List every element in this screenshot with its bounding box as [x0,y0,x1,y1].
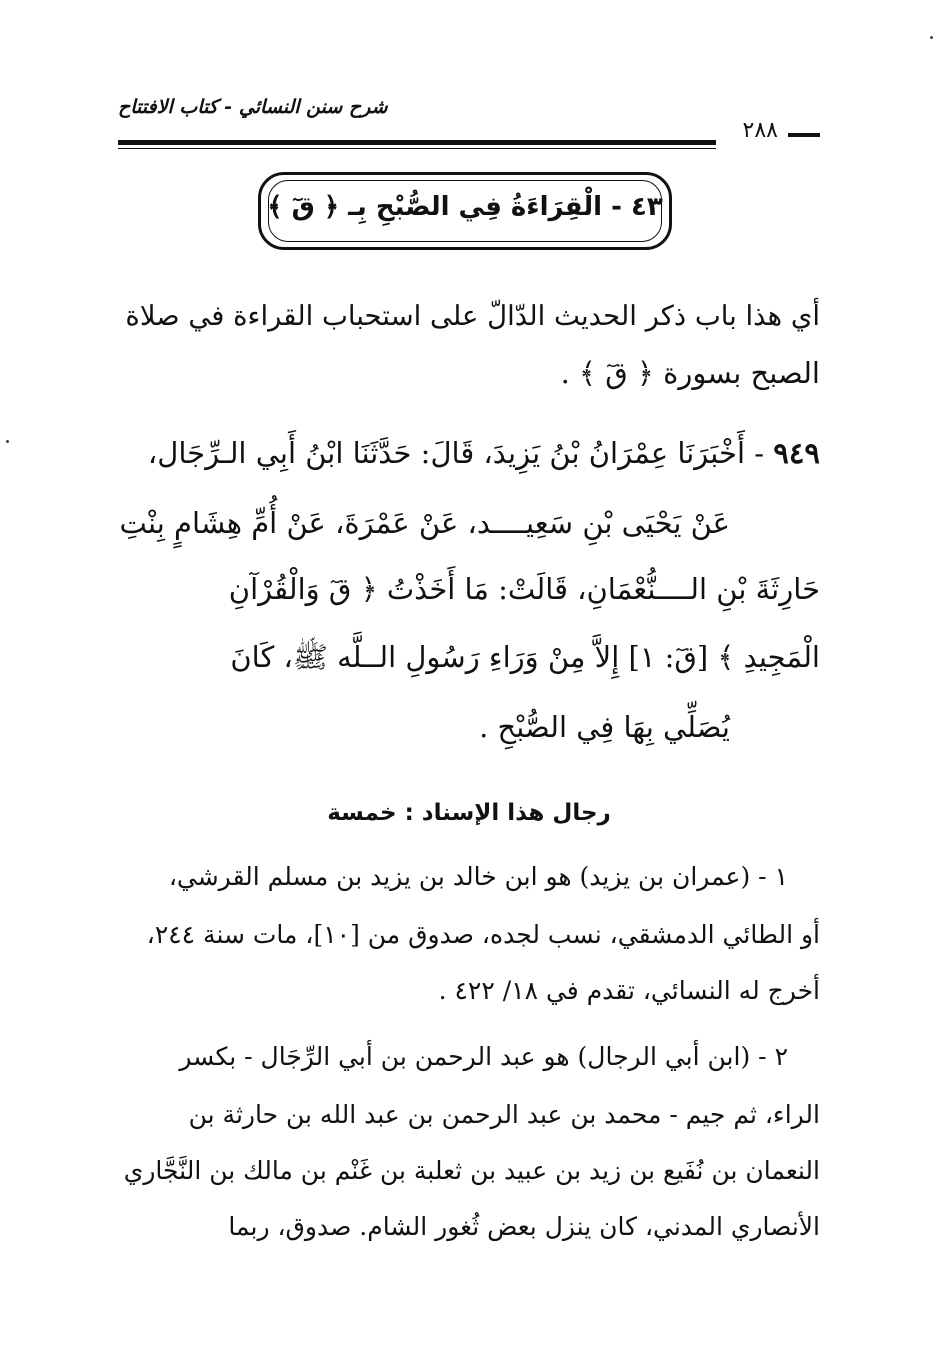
narrator-1-line-1: ١ - (عمران بن يزيد) هو ابن خالد بن يزيد بن مسلم القرشي، [168,862,788,891]
narrator-2-line-4: الأنصاري المدني، كان ينزل بعض ثُغور الشام. صدوق، ربما [228,1212,820,1241]
running-title: شرح سنن النسائي - كتاب الافتتاح [118,96,388,118]
page-number-dash [788,133,820,137]
hadith-text-line-1: - أَخْبَرَنَا عِمْرَانُ بْنُ يَزِيدَ، قَالَ: حَدَّثَنَا ابْنُ أَبِي الـرِّجَال، [147,436,765,470]
narrator-2-line-1: ٢ - (ابن أبي الرجال) هو عبد الرحمن بن أبي الرِّجَال - بكسر [179,1042,788,1071]
narrator-1-line-2: أو الطائي الدمشقي، نسب لجده، صدوق من [١٠]، مات سنة ٢٤٤، [146,920,820,949]
header-rule-thin [118,148,716,149]
chapter-title-box [258,172,672,250]
chapter-title: ٤٣ - الْقِرَاءَةُ فِي الصُّبْحِ بِـ ﴿ قٓ ﴾ [267,192,663,222]
hadith-line-3: حَارِثَةَ بْنِ الــــنُّعْمَانِ، قَالَتْ: مَا أَخَذْتُ ﴿ قٓ وَالْقُرْآنِ [228,572,820,606]
hadith-line-1 [118,436,820,470]
scan-speck [930,36,933,39]
hadith-line-4: الْمَجِيدِ ﴾ [قٓ: ١] إِلاَّ مِنْ وَرَاءِ رَسُولِ الــلَّه ﷺ، كَانَ [230,640,820,674]
scan-speck [6,440,9,443]
narrator-2-line-3: النعمان بن نُفَيع بن زيد بن عبيد بن ثعلبة بن غَنْم بن مالك بن النَّجَّاري [123,1156,820,1185]
narrator-1-line-3: أخرج له النسائي، تقدم في ١٨/ ٤٢٢ . [438,976,820,1005]
intro-line-2: الصبح بسورة ﴿ قٓ ﴾ . [560,356,820,390]
hadith-line-5: يُصَلِّي بِهَا فِي الصُّبْحِ . [479,710,730,744]
section-heading: رجال هذا الإسناد : خمسة [327,800,611,826]
hadith-line-2: عَنْ يَحْيَى بْنِ سَعِيــــد، عَنْ عَمْرَةَ، عَنْ أُمِّ هِشَامٍ بِنْتِ [119,506,730,540]
intro-line-1: أي هذا باب ذكر الحديث الدّالّ على استحباب القراءة في صلاة [125,300,820,332]
hadith-number: ٩٤٩ [773,436,820,470]
page-number: ٢٨٨ [742,118,778,143]
header-rule [118,140,716,145]
narrator-2-line-2: الراء، ثم جيم - محمد بن عبد الرحمن بن عبد الله بن حارثة بن [188,1100,820,1129]
